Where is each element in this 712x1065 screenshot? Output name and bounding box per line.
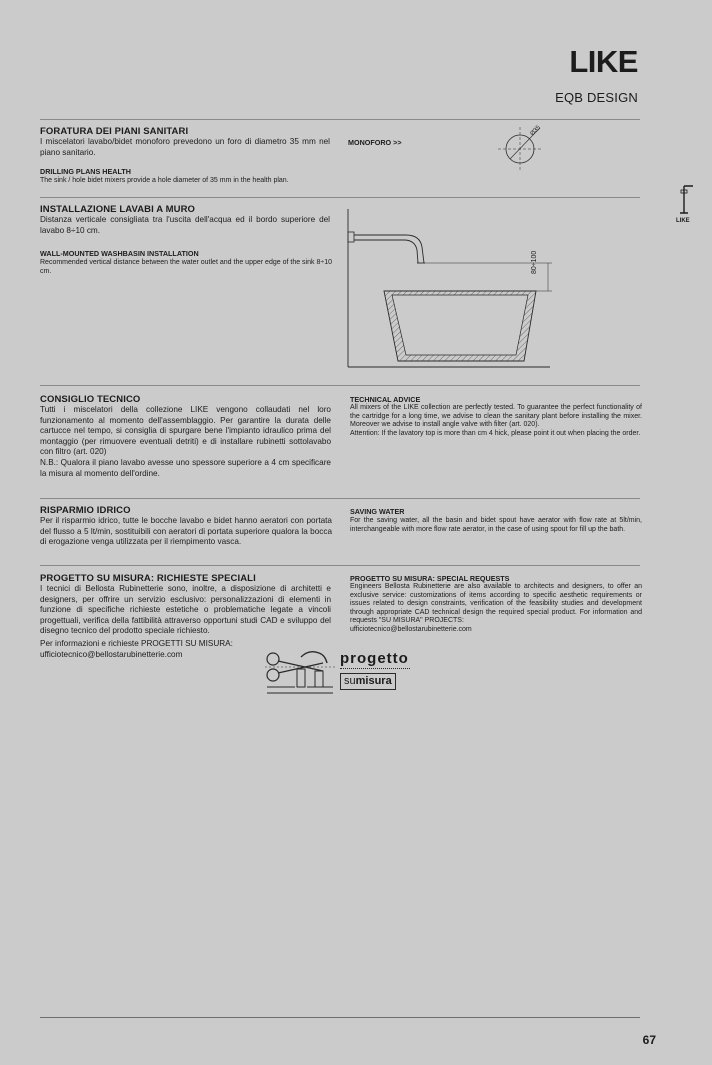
drilling-text-en: The sink / hole bidet mixers provide a hole diameter of 35 mm in the health plan.	[40, 177, 289, 184]
drilling-heading-it: FORATURA DEI PIANI SANITARI	[40, 126, 189, 137]
logo-su: su	[344, 675, 356, 687]
logo-misura: misura	[355, 675, 392, 687]
custom-heading-en: PROGETTO SU MISURA: SPECIAL REQUESTS	[350, 574, 510, 583]
page-subtitle: EQB DESIGN	[555, 90, 638, 105]
footer-divider	[40, 1017, 640, 1018]
divider	[40, 385, 640, 386]
hole-diameter-drawing	[498, 124, 558, 174]
custom-heading-it: PROGETTO SU MISURA: RICHIESTE SPECIALI	[40, 573, 256, 584]
page-title: LIKE	[569, 44, 638, 79]
drilling-text-it: I miscelatori lavabo/bidet monoforo prevedono un foro di diametro 35 mm nel piano sanitario.	[40, 137, 330, 157]
wall-heading-it: INSTALLAZIONE LAVABI A MURO	[40, 204, 196, 215]
custom-contact-it: Per informazioni e richieste PROGETTI SU MISURA: ufficiotecnico@bellostarubinetterie.com	[40, 639, 233, 659]
scissors-faucet-icon	[263, 645, 339, 695]
divider	[40, 119, 640, 120]
advice-heading-it: CONSIGLIO TECNICO	[40, 394, 141, 405]
wall-text-en: Recommended vertical distance between the water outlet and the upper edge of the sink 8÷10 cm.	[40, 259, 332, 275]
wall-basin-drawing	[340, 205, 640, 370]
side-tab-label: LIKE	[676, 218, 690, 224]
wall-text-it: Distanza verticale consigliata tra l'uscita dell'acqua ed il bordo superiore del lavabo 8÷10 cm.	[40, 215, 330, 235]
page-number: 67	[642, 1033, 656, 1047]
divider	[40, 197, 640, 198]
saving-text-en: For the saving water, all the basin and bidet spout have aerator with flow rate at 5lt/min, interchangeable with more flow rate aerator, in the case of using spout for fill up the bath.	[350, 517, 642, 533]
monoforo-label: MONOFORO >>	[348, 138, 402, 147]
saving-heading-en: SAVING WATER	[350, 507, 405, 516]
advice-text-it: Tutti i miscelatori della collezione LIKE vengono collaudati nel loro funzionamento al momento dell'assemblaggio. Per garantire la durata delle cartucce nel tempo, si consiglia di spurgare bene l'impianto idraulico prima del montaggio (per rimuovere eventuali detriti) e di installare rubinetti sottolavabo con filtro (art. 020) N.B.: Qualora il piano lavabo avesse uno spessore superiore a 4 cm specificare la misura al momento dell'ordine.	[40, 405, 331, 478]
drilling-heading-en: DRILLING PLANS HEALTH	[40, 167, 131, 176]
advice-text-en: All mixers of the LIKE collection are perfectly tested. To guarantee the perfect functionality of the cartridge for a long time, we advise to clean the sanitary plant before installing the mixer. Moreover we advise to install angle valve with filter (art. 020). Attention: If the lavatory top is more than cm 4 hick, please point it out when placing the order.	[350, 404, 642, 437]
logo-sumisura-box	[340, 673, 396, 690]
divider	[40, 498, 640, 499]
logo-progetto: progetto	[340, 650, 409, 667]
custom-text-it: I tecnici di Bellosta Rubinetterie sono, inoltre, a disposizione di architetti e designers, per offrire un servizio esclusivo: personalizzazioni di elementi in funzione di specifiche richieste estetiche o problematiche legate a vincoli progettuali, verifica della fattibilità attraverso opportuni studi CAD e sviluppo del disegno tecnico del prodotto speciale richiesto.	[40, 584, 331, 636]
dimension-label: 80÷100	[531, 250, 538, 274]
logo-dots	[340, 668, 410, 671]
saving-heading-it: RISPARMIO IDRICO	[40, 505, 131, 516]
wall-heading-en: WALL-MOUNTED WASHBASIN INSTALLATION	[40, 249, 199, 258]
advice-heading-en: TECHNICAL ADVICE	[350, 395, 421, 404]
side-tab-mixer-icon	[674, 184, 694, 216]
diameter-label: Ø35	[529, 124, 542, 138]
divider	[40, 565, 640, 566]
custom-text-en: Engineers Bellosta Rubinetterie are also available to architects and designers, to offer an exclusive service: customizations of items according to specific aesthetic requirements or issues related to design constraints, verification of the feasibility studies and development through appropriate CAD technical design the required special product. For information and requests "SU MISURA" PROJECTS: ufficiotecnico@bellostarubinetterie.com	[350, 583, 642, 633]
saving-text-it: Per il risparmio idrico, tutte le bocche lavabo e bidet hanno aeratori con portata del flusso a 5 lt/min, sostituibili con aeratori di portata superiore qualora la bocca di erogazione venga utilizzata per il riempimento vasca.	[40, 516, 332, 547]
